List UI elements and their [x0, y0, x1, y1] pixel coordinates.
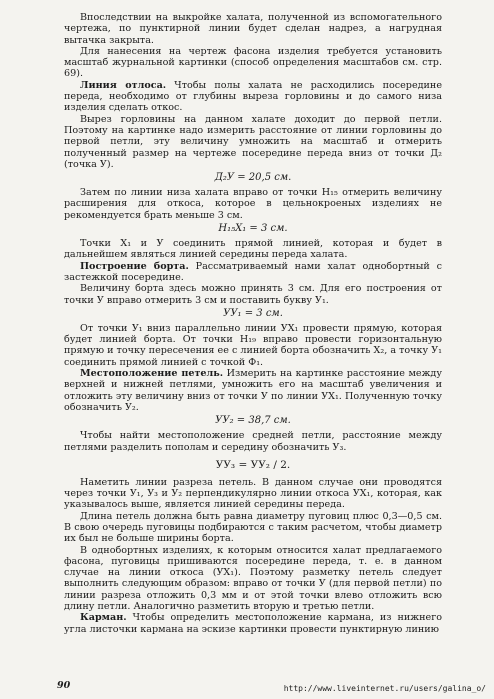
formula: УУ₁ = 3 см.	[223, 307, 283, 319]
section-heading: Карман.	[80, 612, 127, 624]
paragraph: Наметить линии разреза петель. В данном случае они проводятся через точки У₁, У₃ и У₂ перпендикулярно линии откоса УX₁, которая, как указывалось выше, является линией середины переда.	[64, 476, 442, 511]
section-heading: Построение борта.	[80, 260, 189, 272]
paragraph: Затем по линии низа халата вправо от точки H₁₅ отмерить величину расширения для откоса, которое в цельнокроеных изделиях не рекомендуется брать меньше 3 см.	[64, 187, 442, 221]
paragraph: Величину борта здесь можно принять 3 см. Для его построения от точки У вправо отмерить 3 см и поставить букву У₁.	[64, 283, 442, 306]
paragraph: От точки У₁ вниз параллельно линии УX₁ провести прямую, которая будет линией борта. От точки H₁₉ вправо провести горизонтальную прямую и точку пересечения ее с линией борта обозначить X₂, а точку У₁ соединить прямой линией с точкой Ф₁.	[64, 322, 442, 368]
formula: Д₂У = 20,5 см.	[214, 172, 292, 184]
paragraph: Для нанесения на чертеж фасона изделия требуется установить масштаб журнальной картинки (способ определения масштабов см. стр. 69).	[64, 45, 442, 80]
formula: H₁₅X₁ = 3 см.	[218, 223, 288, 235]
paragraph	[64, 80, 442, 114]
formula: УУ₂ = 38,7 см.	[215, 415, 291, 427]
paragraph-text: Рассматриваемый нами халат однобортный с застежкой посередине.	[64, 260, 442, 283]
paragraph	[64, 261, 442, 284]
paragraph-text: Чтобы полы халата не расходились посередине переда, необходимо от глубины выреза горловины и до самого низа изделия сделать откос.	[64, 79, 442, 114]
paragraph	[64, 368, 442, 413]
section-heading: Линия отлоса.	[80, 79, 167, 91]
paragraph: В однобортных изделиях, к которым относится халат предлагаемого фасона, пуговицы пришиваются посередине переда, т. е. в данном случае на линии откоса (УX₁). Поэтому разметку петель следует выполнить следующим образом: вправо от точки У (для первой петли) по линии разреза отложить 0,3 мм и от этой точки влево отложить всю длину петли. Аналогично разметить вторую и третью петли.	[64, 544, 442, 613]
paragraph: Длина петель должна быть равна диаметру пуговиц плюс 0,3—0,5 см. В свою очередь пуговицы подбираются с таким расчетом, чтобы диаметр их был не больше ширины борта.	[64, 510, 442, 545]
paragraph: Вырез горловины на данном халате доходит до первой петли. Поэтому на картинке надо измерить расстояние от линии горловины до первой петли, эту величину умножить на масштаб и отмерить полученный размер на чертеже посередине переда вниз от точки Д₂ (точка У).	[64, 113, 442, 170]
paragraph: Чтобы найти местоположение средней петли, расстояние между петлями разделить пополам и середину обозначить У₃.	[64, 430, 442, 453]
paragraph-text: Измерить на картинке расстояние между верхней и нижней петлями, умножить его на масштаб увеличения и отложить эту величину вниз от точки У по линии УX₁. Полученную точку обозначить У₂.	[64, 368, 442, 413]
page-number: 90	[57, 680, 71, 691]
paragraph: Впоследствии на выкройке халата, полученной из вспомогательного чертежа, по пунктирной линии будет сделан надрез, а нагрудная вытачка закрыта.	[64, 12, 442, 46]
paragraph: Точки X₁ и У соединить прямой линией, которая и будет в дальнейшем являться линией середины переда халата.	[64, 238, 442, 261]
formula-fraction: УУ₃ = УУ₂ / 2.	[215, 458, 291, 471]
footer-url[interactable]: http://www.liveinternet.ru/users/galina_o/	[283, 684, 486, 693]
paragraph	[64, 612, 442, 635]
paragraph-text: Чтобы определить местоположение кармана, из нижнего угла листочки кармана на эскизе картинки провести пунктирную линию	[64, 612, 442, 635]
section-heading: Местоположение петель.	[80, 368, 224, 380]
document-page	[64, 12, 442, 635]
